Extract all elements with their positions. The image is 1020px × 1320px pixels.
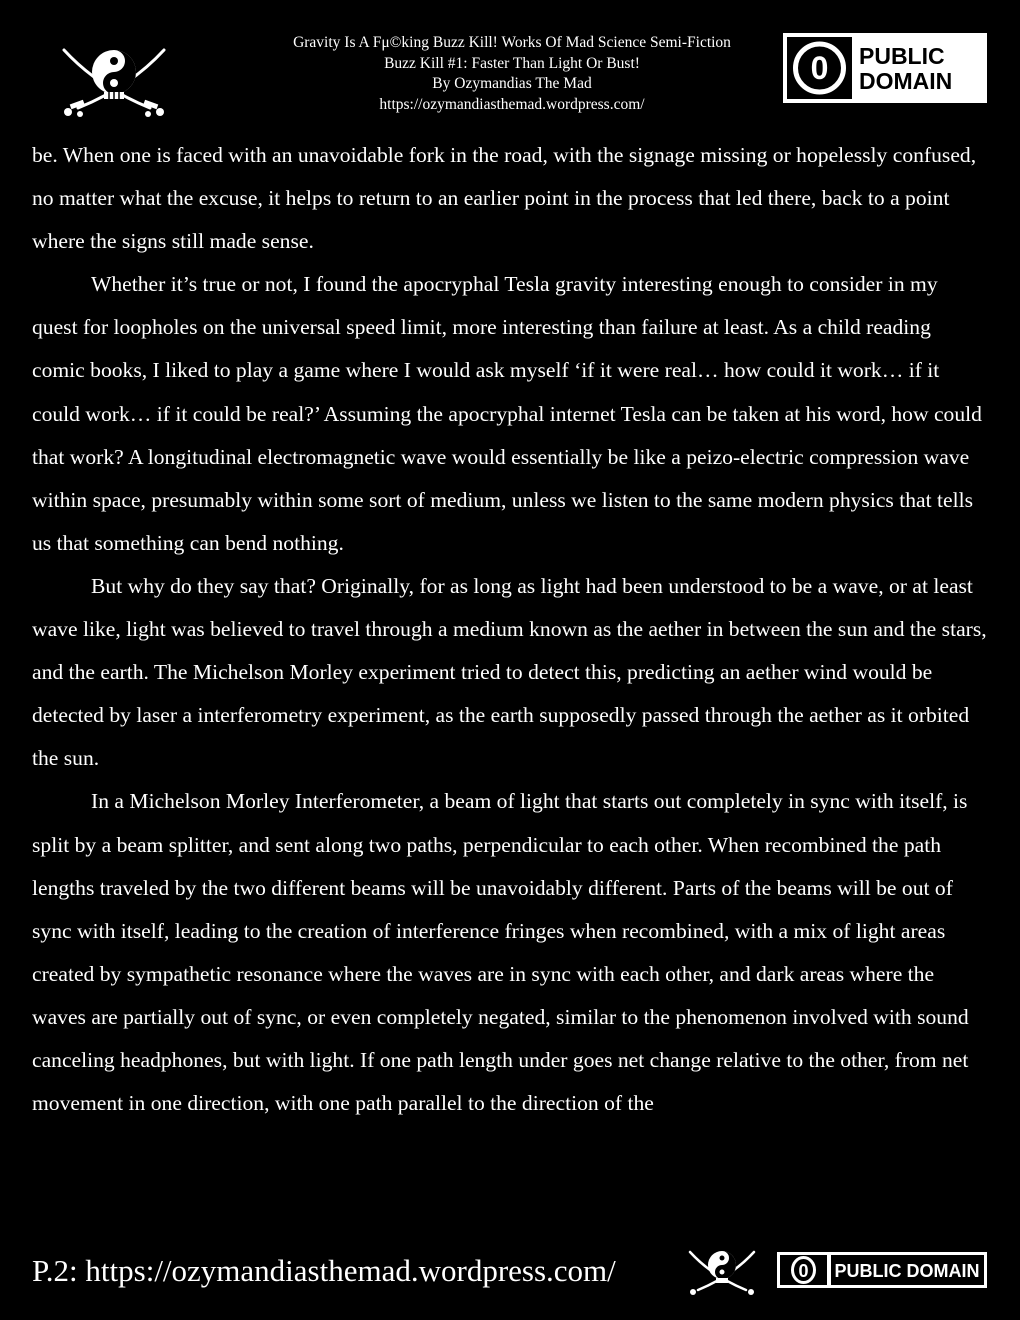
series-title: Gravity Is A Fμ©king Buzz Kill! Works Of Mad Science Semi-Fiction <box>293 34 731 51</box>
badge-symbol: 0 <box>810 50 829 86</box>
header-title-block <box>222 33 802 115</box>
public-domain-badge-icon <box>783 33 987 103</box>
paragraph-3: But why do they say that? Originally, for as long as light had been understood to be a wave, or at least wave like, light was believed to travel through a medium known as the aether in between the sun and the stars, and the earth. The Michelson Morley experiment tried to detect this, predicting an aether wind would be detected by laser a interferometry experiment, as the earth supposedly passed through the aether as it orbited the sun. <box>32 573 987 771</box>
story-title: Buzz Kill #1: Faster Than Light Or Bust! <box>384 54 640 72</box>
public-domain-badge-small-icon <box>777 1252 987 1288</box>
page-header <box>0 0 1020 130</box>
pirate-yin-yang-logo-icon <box>58 42 170 118</box>
page-body <box>32 134 988 1125</box>
paragraph-4: In a Michelson Morley Interferometer, a beam of light that starts out completely in sync with itself, is split by a beam splitter, and sent along two paths, perpendicular to each other. When recombined the path lengths traveled by the two different beams will be unavoidably different. Parts of the beams will be out of sync with itself, leading to the creation of interference fringes when recombined, with a mix of light areas created by sympathetic resonance where the waves are in sync with each other, and dark areas where the waves are partially out of sync, or even completely negated, similar to the phenomenon involved with sound canceling headphones, but with light. If one path length under goes net change relative to the other, from net movement in one direction, with one path parallel to the direction of the <box>32 789 969 1116</box>
badge-text-domain: DOMAIN <box>859 68 953 94</box>
pirate-yin-yang-logo-small-icon <box>686 1246 758 1296</box>
badge-symbol-small: 0 <box>798 1261 809 1281</box>
page-footer <box>0 1238 1020 1308</box>
footer-page-url[interactable]: P.2: https://ozymandiasthemad.wordpress.com/ <box>32 1253 616 1288</box>
paragraph-2: Whether it’s true or not, I found the apocryphal Tesla gravity interesting enough to consider in my quest for loopholes on the universal speed limit, more interesting than failure at least. As a child reading comic books, I liked to play a game where I would ask myself ‘if it were real… how could it work… if it could work… if it could be real?’ Assuming the apocryphal internet Tesla can be taken at his word, how could that work? A longitudinal electromagnetic wave would essentially be like a peizo-electric compression wave within space, presumably within some sort of medium, unless we listen to the same modern physics that tells us that something can bend nothing. <box>32 272 982 555</box>
author-line: By Ozymandias The Mad <box>432 75 592 92</box>
badge-text-public-domain: PUBLIC DOMAIN <box>834 1261 980 1281</box>
badge-text-public: PUBLIC <box>859 43 945 69</box>
header-url[interactable]: https://ozymandiasthemad.wordpress.com/ <box>379 95 645 113</box>
paragraph-1: be. When one is faced with an unavoidable fork in the road, with the signage missing or hopelessly confused, no matter what the excuse, it helps to return to an earlier point in the process that led there, back to a point where the signs still made sense. <box>32 143 977 254</box>
